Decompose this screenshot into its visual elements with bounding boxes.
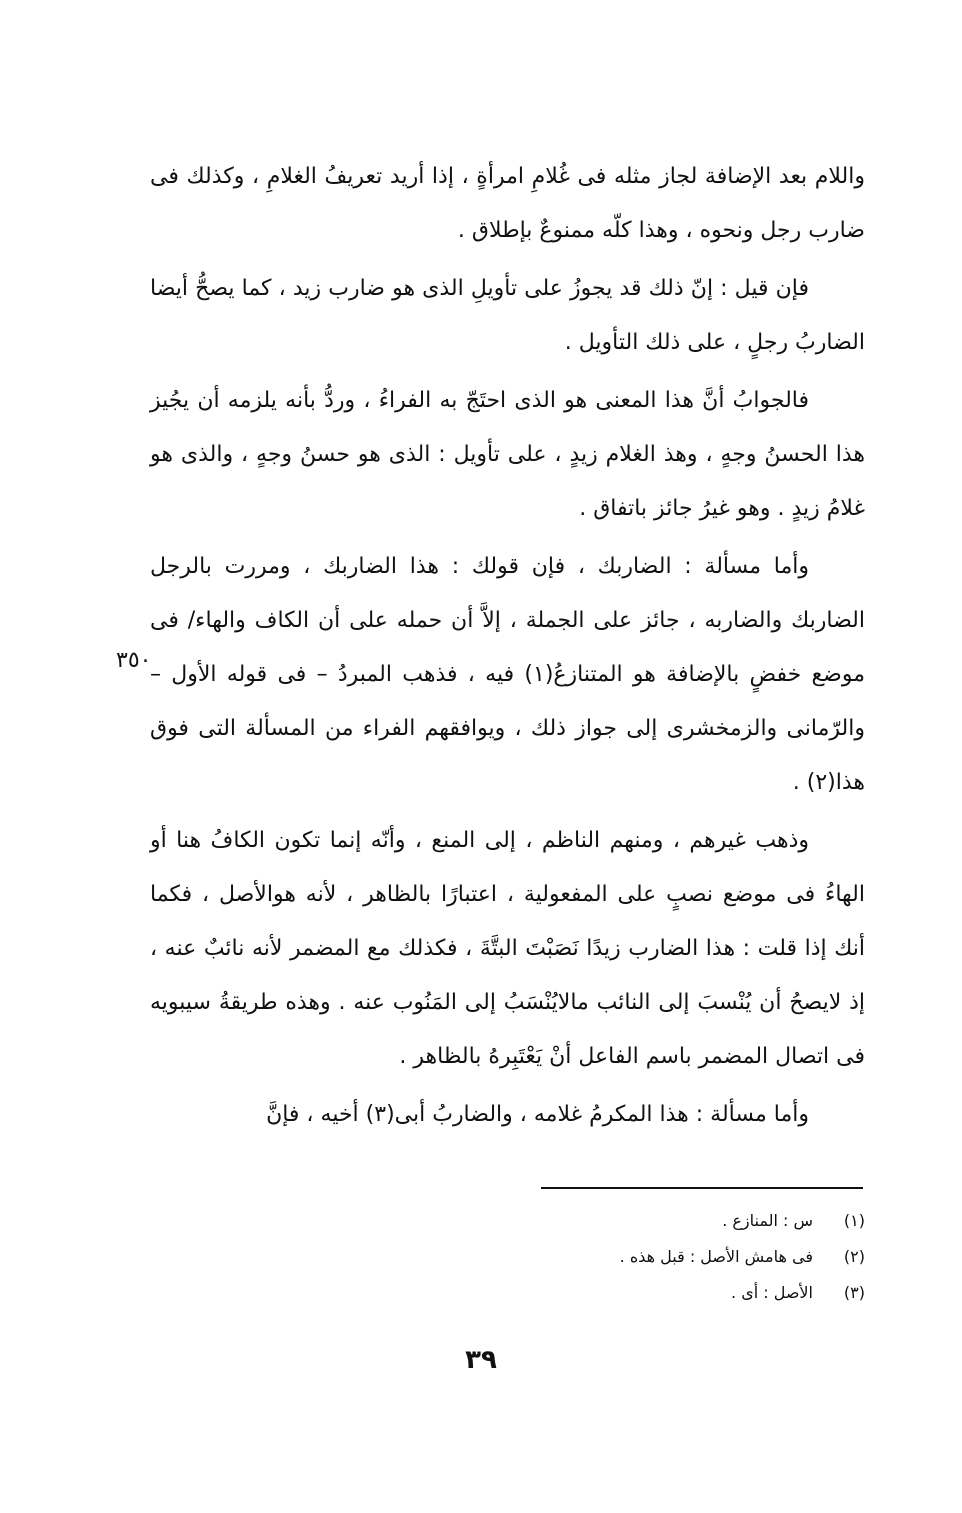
footnote-number: (٢) [843,1247,865,1266]
footnotes [480,1203,865,1311]
paragraph-3: فالجوابُ أنَّ هذا المعنى هو الذى احتَجّ به الفراءُ ، وردُّ بأنه يلزمه أن يجُيز هذا الحسنُ وجهٍ ، وهذ الغلام زيدٍ ، على تأويل : الذى هو حسنُ وجهٍ ، والذى هو غلامُ زيدٍ . وهو غيرُ جائز باتفاق . [150,388,865,521]
footnote-divider [541,1187,863,1189]
footnote-text: الأصل : أى . [731,1283,813,1302]
main-text [150,150,865,1146]
paragraph-1: واللام بعد الإضافة لجاز مثله فى غُلامِ امرأةٍ ، إذا أريد تعريفُ الغلامِ ، وكذلك فى ضارب رجل ونحوه ، وهذا كلّه ممنوعٌ بإطلاق . [150,164,865,243]
page-number: ٣٩ [465,1345,497,1375]
footnote-item [480,1203,865,1239]
footnote-item [480,1275,865,1311]
footnote-text: فى هامش الأصل : قبل هذه . [619,1247,813,1266]
footnote-number: (٣) [843,1283,865,1302]
footnote-item [480,1239,865,1275]
paragraph-2: فإن قيل : إنّ ذلك قد يجوزُ على تأويلِ الذى هو ضارب زيد ، كما يصحُّ أيضا الضاربُ رجلٍ ، على ذلك التأويل . [150,276,865,355]
paragraph-4: وأما مسألة : الضاربك ، فإن قولك : هذا الضاربك ، ومررت بالرجل الضاربك والضاربه ، جائز على الجملة ، إلاَّ أن حمله على أن الكاف والهاء/ فى موضع خفضٍ بالإضافة هو المتنازعُ(١) فيه ، فذهب المبردُ – فى قوله الأول – والرّمانى والزمخشرى إلى جواز ذلك ، ويوافقهم الفراء من المسألة التى فوق هذا(٢) . [150,554,866,795]
paragraph-5: وذهب غيرهم ، ومنهم الناظم ، إلى المنع ، وأنّه إنما تكون الكافُ هنا أو الهاءُ فى موضع نصبٍ على المفعولية ، اعتبارًا بالظاهر ، لأنه هوالأصل ، فكما أنك إذا قلت : هذا الضارب زيدًا نَصَبْتَ البتَّةَ ، فكذلك مع المضمر لأنه نائبٌ عنه ، إذ لايصحُ أن يُنْسبَ إلى النائب مالايُنْسَبُ إلى المَنُوب عنه . وهذه طريقةُ سيبويه فى اتصال المضمر باسم الفاعل أنْ يَعْتَبِرهُ بالظاهر . [150,828,865,1069]
footnote-text: س : المنازع . [722,1211,813,1230]
paragraph-6: وأما مسألة : هذا المكرمُ غلامه ، والضاربُ أبى(٣) أخيه ، فإنَّ [266,1102,809,1127]
margin-folio-number: ٣٥٠ [116,648,152,673]
footnote-number: (١) [843,1211,865,1230]
